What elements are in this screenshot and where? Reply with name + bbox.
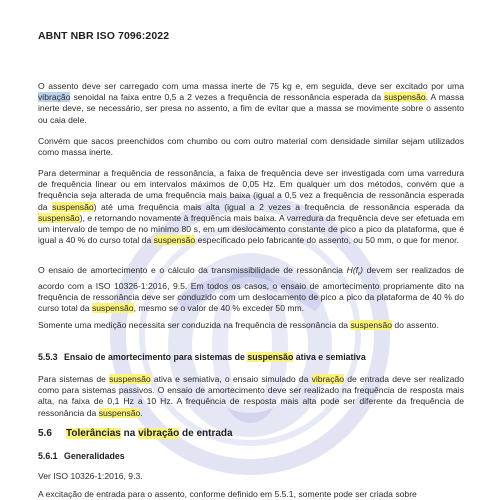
standard-header: ABNT NBR ISO 7096:2022	[38, 30, 170, 42]
section-heading-5-6-1: 5.6.1 Generalidades	[38, 451, 125, 461]
section-heading-5-6: 5.6 Tolerâncias na vibração de entrada	[38, 428, 233, 439]
highlight-suspensao: suspensão	[52, 201, 94, 212]
paragraph-damping-test: O ensaio de amortecimento e o cálculo da transmissibilidade de ressonância $H(f_r)$ devem ser realizados de acordo com a ISO 10326-1:2016, 9.5. Em todos os casos, o ensaio de amortecimento propriamente dito na frequência de ressonância deve ser conduzido com um deslocamento de pico a pico da plataforma de 40 % do curso total da suspensão, mesmo se o valor de 40 % exceder 50 mm.	[38, 265, 465, 314]
highlight-suspensao: suspensão	[384, 92, 426, 103]
highlight-suspensao: suspensão	[38, 212, 80, 223]
section-heading-5-5-3: 5.5.3 Ensaio de amortecimento para sistemas de suspensão ativa e semiativa	[38, 352, 366, 362]
paragraph-resonance-frequency: Para determinar a frequência de ressonância, a faixa de frequência deve ser investigada com uma varredura de frequência linear ou em intervalos máximos de 0,05 Hz. Em qualquer um dos métodos, convém que a frequência seja alterada de uma frequência mais baixa (igual a 0,5 vez a frequência de ressonância esperada da suspensão) até uma frequência mais alta (igual a 2 vezes a frequência de ressonância esperada da suspensão), e retornando novamente à frequência mais baixa. A varredura da frequência deve ser efetuada em um intervalo de tempo de no mínimo 80 s, em um deslocamento constante de pico a pico da plataforma, que é igual a 40 % do curso total da suspensão especificado pelo fabricante do assento, ou 50 mm, o que for menor.	[38, 168, 464, 246]
highlight-suspensao: suspensão	[350, 320, 393, 330]
paragraph-active-suspension: Para sistemas de suspensão ativa e semiativa, o ensaio simulado da vibração de entrada deve ser realizado como para sistemas passivos. O ensaio de amortecimento deve ser realizado na frequência de resposta mais alta, na faixa de 0,1 Hz a 10 Hz. A frequência de resposta mais alta pode ser diferente da frequência de ressonância da suspensão.	[38, 374, 464, 418]
highlight-suspensao: suspensão	[98, 407, 141, 418]
paragraph-single-measurement: Somente uma medição necessita ser conduzida na frequência de ressonância da suspensão do assento.	[38, 320, 439, 330]
highlight-vibracao: vibração	[38, 92, 71, 103]
paragraph-inert-mass: O assento deve ser carregado com uma massa inerte de 75 kg e, em seguida, deve ser excitado por uma vibração senoidal na faixa entre 0,5 a 2 vezes a frequência de ressonância esperada da suspensão. A massa inerte deve, se necessário, ser presa no assento, a fim de evitar que a massa se movimente sobre o assento ou caia dele.	[38, 81, 465, 125]
paragraph-see-iso: Ver ISO 10326-1:2016, 9.3.	[38, 471, 143, 481]
highlight-vibracao: vibração	[311, 374, 345, 384]
transmissibility-symbol: $H(f_r)$	[346, 265, 363, 278]
highlight-suspensao: suspensão	[153, 235, 196, 246]
highlight-vibracao: vibração	[138, 428, 180, 439]
highlight-suspensao: suspensão	[109, 374, 151, 384]
paragraph-lead-bags: Convém que sacos preenchidos com chumbo ou com outro material com densidade similar sejam utilizados como massa inerte.	[38, 136, 464, 158]
paragraph-input-excitation: A excitação de entrada para o assento, conforme definido em 5.5.1, somente pode ser criada sobre	[38, 489, 417, 499]
highlight-suspensao: suspensão	[91, 303, 134, 314]
highlight-suspensao: suspensão	[247, 352, 294, 362]
highlight-tolerancias: Tolerâncias	[66, 428, 121, 439]
